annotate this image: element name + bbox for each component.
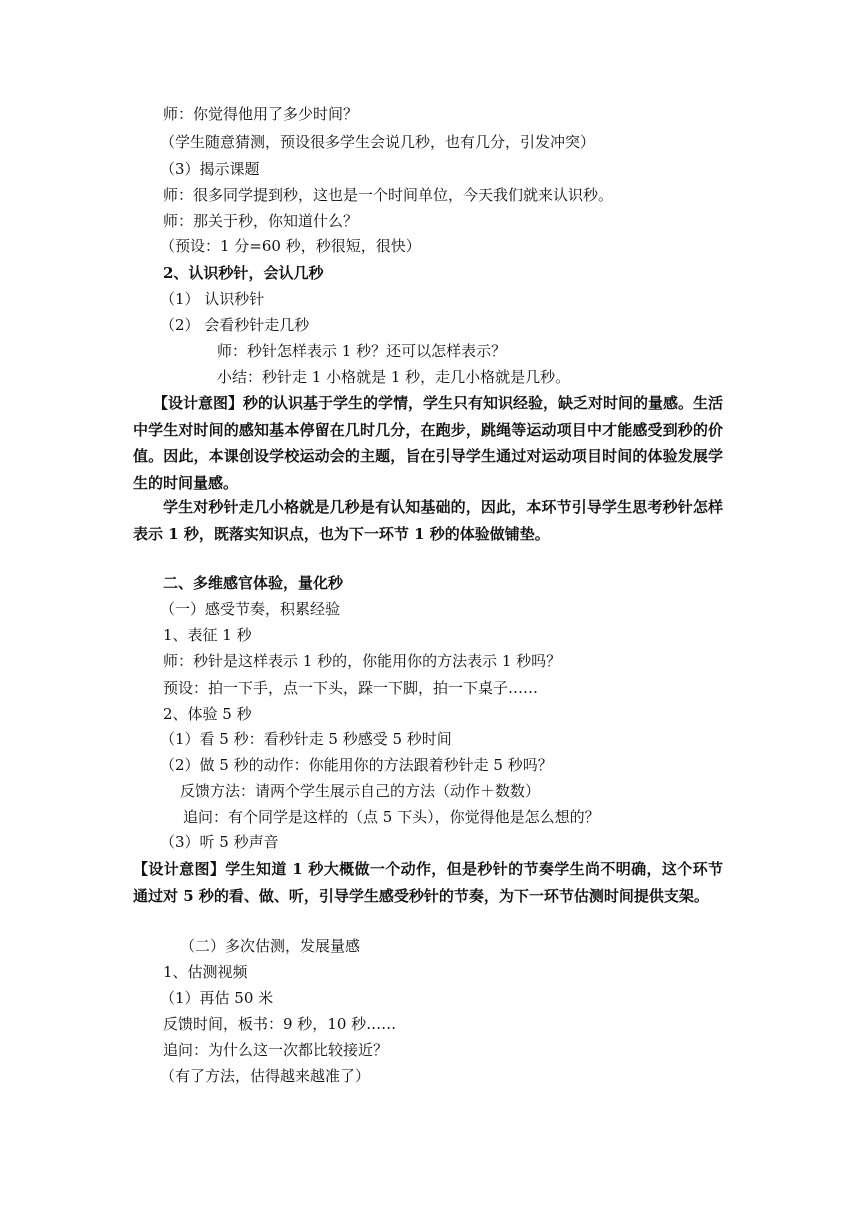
text-line: （1）看 5 秒：看秒针走 5 秒感受 5 秒时间	[160, 730, 452, 748]
design-intent-paragraph: 【设计意图】秒的认识基于学生的学情，学生只有知识经验，缺乏对时间的量感。生活中学生对时间的感知基本停留在几时几分，在跑步，跳绳等运动项目中才能感受到秒的价值。因此，本课创设学校运动会的主题，旨在引导学生通过对运动项目时间的体验发展学生的时间量感。	[133, 394, 724, 493]
section-title: 二、多维感官体验，量化秒	[163, 574, 344, 592]
text-line: 2、体验 5 秒	[163, 705, 252, 723]
text-line: 预设：拍一下手，点一下头，跺一下脚，拍一下桌子……	[163, 679, 539, 697]
design-intent-paragraph: 【设计意图】学生知道 1 秒大概做一个动作，但是秒针的节奏学生尚不明确，这个环节通过对 5 秒的看、做、听，引导学生感受秒针的节奏，为下一环节估测时间提供支架。	[133, 860, 723, 905]
text-line: 小结：秒针走 1 小格就是 1 秒，走几小格就是几秒。	[217, 368, 571, 386]
text-line: （预设：1 分=60 秒，秒很短，很快）	[160, 237, 421, 255]
list-item: （2） 会看秒针走几秒	[160, 316, 310, 334]
text-line: 追问：为什么这一次都比较接近？	[163, 1041, 389, 1059]
text-line: 师：秒针是这样表示 1 秒的，你能用你的方法表示 1 秒吗？	[163, 652, 562, 670]
section-heading: 2、认识秒针，会认几秒	[163, 264, 324, 282]
text-line: 1、表征 1 秒	[163, 626, 252, 644]
subsection-title: （一）感受节奏，积累经验	[160, 600, 341, 618]
text-line: 师：很多同学提到秒，这也是一个时间单位，今天我们就来认识秒。	[163, 186, 614, 204]
text-line: 师：秒针怎样表示 1 秒？还可以怎样表示？	[217, 342, 507, 360]
text-line: （1）再估 50 米	[160, 989, 274, 1007]
text-line: （3）揭示课题	[160, 160, 260, 178]
text-line: 追问：有个同学是这样的（点 5 下头），你觉得他是怎么想的？	[183, 808, 600, 826]
text-line: 师：那关于秒，你知道什么？	[163, 212, 359, 230]
text-line: （2）做 5 秒的动作：你能用你的方法跟着秒针走 5 秒吗？	[160, 756, 553, 774]
text-line: （有了方法，估得越来越准了）	[160, 1067, 371, 1085]
design-intent-paragraph: 学生对秒针走几小格就是几秒是有认知基础的，因此，本环节引导学生思考秒针怎样表示 1 秒，既落实知识点，也为下一环节 1 秒的体验做铺垫。	[133, 498, 723, 543]
text-line: 反馈方法：请两个学生展示自己的方法（动作＋数数）	[180, 782, 541, 800]
text-line: 1、估测视频	[163, 963, 248, 981]
text-line: 师：你觉得他用了多少时间？	[163, 105, 359, 123]
text-line: 反馈时间，板书：9 秒，10 秒……	[163, 1015, 397, 1033]
text-line: （3）听 5 秒声音	[160, 833, 279, 851]
text-line: （学生随意猜测，预设很多学生会说几秒，也有几分，引发冲突）	[160, 133, 596, 151]
subsection-title: （二）多次估测，发展量感	[180, 937, 361, 955]
list-item: （1） 认识秒针	[160, 290, 265, 308]
